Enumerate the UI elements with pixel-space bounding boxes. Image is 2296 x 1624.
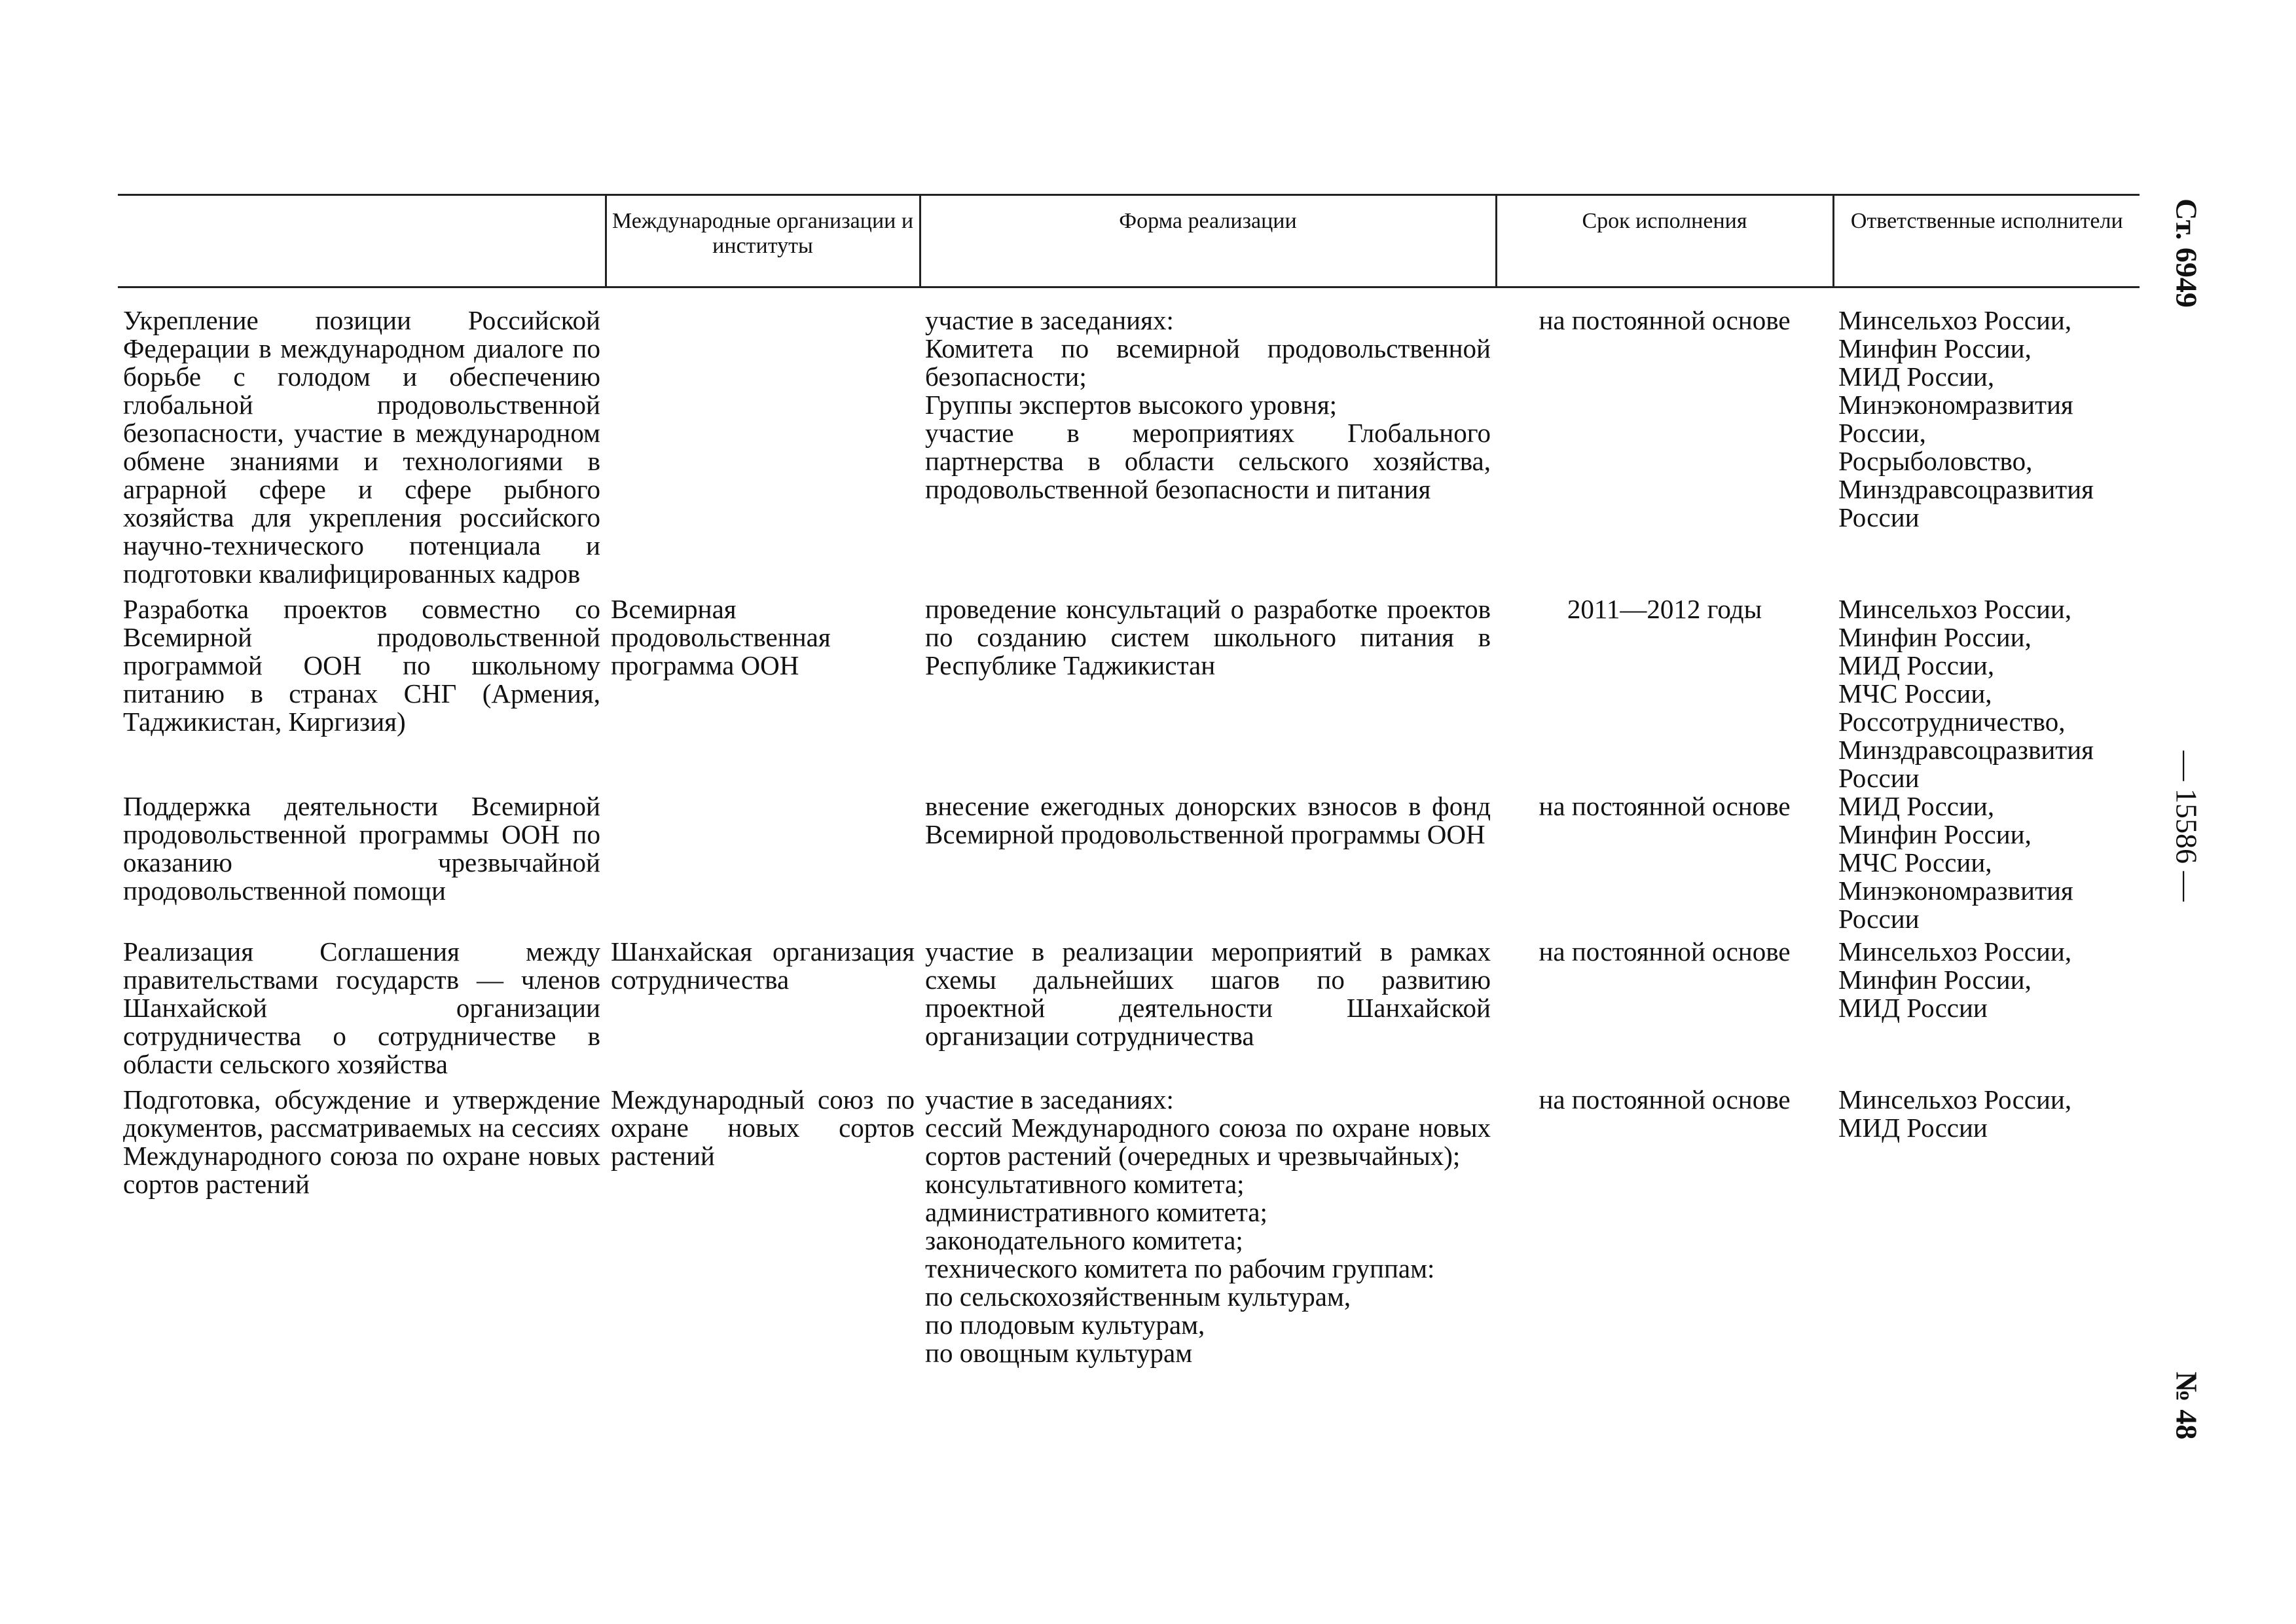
executor-line: Минфин России, [1838, 333, 2032, 363]
executor-line: Минсельхоз России, [1838, 593, 2072, 624]
executor-line: Минздравсоцразвития России [1838, 474, 2094, 532]
executor-line: Минсельхоз России, [1838, 1084, 2072, 1115]
issue-number: № 48 [2170, 1371, 2204, 1440]
table-row [118, 792, 2140, 938]
measures-table-wrap [118, 194, 2140, 1367]
cell-form [920, 1086, 1496, 1367]
executor-line: МИД России [1838, 992, 1988, 1023]
executor-line: Минэкономразвития России [1838, 875, 2073, 934]
cell-term: 2011—2012 годы [1567, 593, 1762, 624]
cell-organizations: Международный союз по охране новых сортов растений [611, 1084, 915, 1171]
form-line: участие в заседаниях: [925, 1084, 1174, 1115]
cell-executors [1833, 287, 2140, 595]
page-number: — 15586 — [2170, 750, 2204, 902]
table-row [118, 938, 2140, 1086]
cell-measure: Реализация Соглашения между правительствами государств — членов Шанхайской организации сотрудничества о сотрудничестве в области сельского хозяйства [123, 936, 600, 1079]
executor-line: МИД России, [1838, 790, 1995, 821]
cell-organizations [606, 792, 920, 938]
form-line: внесение ежегодных донорских взносов в фонд Всемирной продовольственной программы ООН [925, 790, 1491, 849]
form-line: Группы экспертов высокого уровня; [925, 390, 1338, 420]
form-line: законодательного комитета; [925, 1225, 1243, 1255]
executor-line: МЧС России, [1838, 847, 1992, 877]
form-line: технического комитета по рабочим группам: [925, 1253, 1435, 1283]
executor-line: Минздравсоцразвития России [1838, 734, 2094, 793]
cell-executors [1833, 792, 2140, 938]
executor-line: Минсельхоз России, [1838, 305, 2072, 335]
cell-term: на постоянной основе [1539, 790, 1791, 821]
form-line: по плодовым культурам, [925, 1309, 1205, 1340]
form-line: проведение консультаций о разработке проектов по созданию систем школьного питания в Республике Таджикистан [925, 593, 1491, 680]
cell-executors [1833, 938, 2140, 1086]
cell-form [920, 287, 1496, 595]
cell-term: на постоянной основе [1539, 936, 1791, 967]
cell-measure: Поддержка деятельности Всемирной продовольственной программы ООН по оказанию чрезвычайной продовольственной помощи [123, 790, 600, 906]
executor-line: Росрыболовство, [1838, 446, 2033, 476]
measures-table [118, 194, 2140, 1367]
executor-line: МИД России [1838, 1112, 1988, 1143]
header-executors: Ответственные исполнители [1833, 195, 2140, 287]
executor-line: Россотрудничество, [1838, 706, 2066, 737]
cell-term: на постоянной основе [1539, 305, 1791, 335]
cell-term: на постоянной основе [1539, 1084, 1791, 1115]
form-line: участие в заседаниях: [925, 305, 1174, 335]
cell-organizations [606, 287, 920, 595]
form-line: Комитета по всемирной продовольственной безопасности; [925, 333, 1491, 392]
form-line: консультативного комитета; [925, 1168, 1245, 1199]
cell-form [920, 792, 1496, 938]
form-line: административного комитета; [925, 1196, 1267, 1227]
cell-measure: Разработка проектов совместно со Всемирной продовольственной программой ООН по школьному питанию в странах СНГ (Армения, Таджикистан, Киргизия) [123, 593, 600, 737]
executor-line: Минсельхоз России, [1838, 936, 2072, 967]
executor-line: Минфин России, [1838, 964, 2032, 995]
cell-form [920, 595, 1496, 792]
form-line: участие в мероприятиях Глобального партнерства в области сельского хозяйства, продовольственной безопасности и питания [925, 418, 1491, 504]
cell-measure: Укрепление позиции Российской Федерации в международном диалоге по борьбе с голодом и обеспечению глобальной продовольственной безопасности, участие в международном обмене знаниями и технологиями в аграрной сфере и сфере рыбного хозяйства для укрепления российского научно-технического потенциала и подготовки квалифицированных кадров [123, 305, 600, 589]
cell-organizations: Всемирная продовольственная программа ООН [611, 593, 831, 680]
header-term: Срок исполнения [1496, 195, 1833, 287]
cell-organizations: Шанхайская организация сотрудничества [611, 936, 915, 995]
form-line: по овощным культурам [925, 1337, 1193, 1368]
cell-measure: Подготовка, обсуждение и утверждение документов, рассматриваемых на сессиях Международного союза по охране новых сортов растений [123, 1084, 600, 1199]
executor-line: Минфин России, [1838, 819, 2032, 849]
form-line: по сельскохозяйственным культурам, [925, 1281, 1351, 1312]
cell-executors [1833, 1086, 2140, 1367]
cell-form [920, 938, 1496, 1086]
form-line: участие в реализации мероприятий в рамках схемы дальнейших шагов по развитию проектной деятельности Шанхайской организации сотрудничества [925, 936, 1491, 1051]
executor-line: МЧС России, [1838, 678, 1992, 709]
table-header-row [118, 195, 2140, 287]
table-row [118, 1086, 2140, 1367]
executor-line: Минфин России, [1838, 621, 2032, 652]
table-row [118, 595, 2140, 792]
executor-line: МИД России, [1838, 361, 1995, 392]
header-organizations: Международные организации и институты [606, 195, 920, 287]
table-row [118, 287, 2140, 595]
header-form: Форма реализации [920, 195, 1496, 287]
cell-executors [1833, 595, 2140, 792]
header-measure [118, 195, 606, 287]
form-line: сессий Международного союза по охране новых сортов растений (очередных и чрезвычайных); [925, 1112, 1491, 1171]
executor-line: МИД России, [1838, 650, 1995, 680]
executor-line: Минэкономразвития России, [1838, 390, 2073, 448]
page-ref: Ст. 6949 [2170, 198, 2204, 308]
